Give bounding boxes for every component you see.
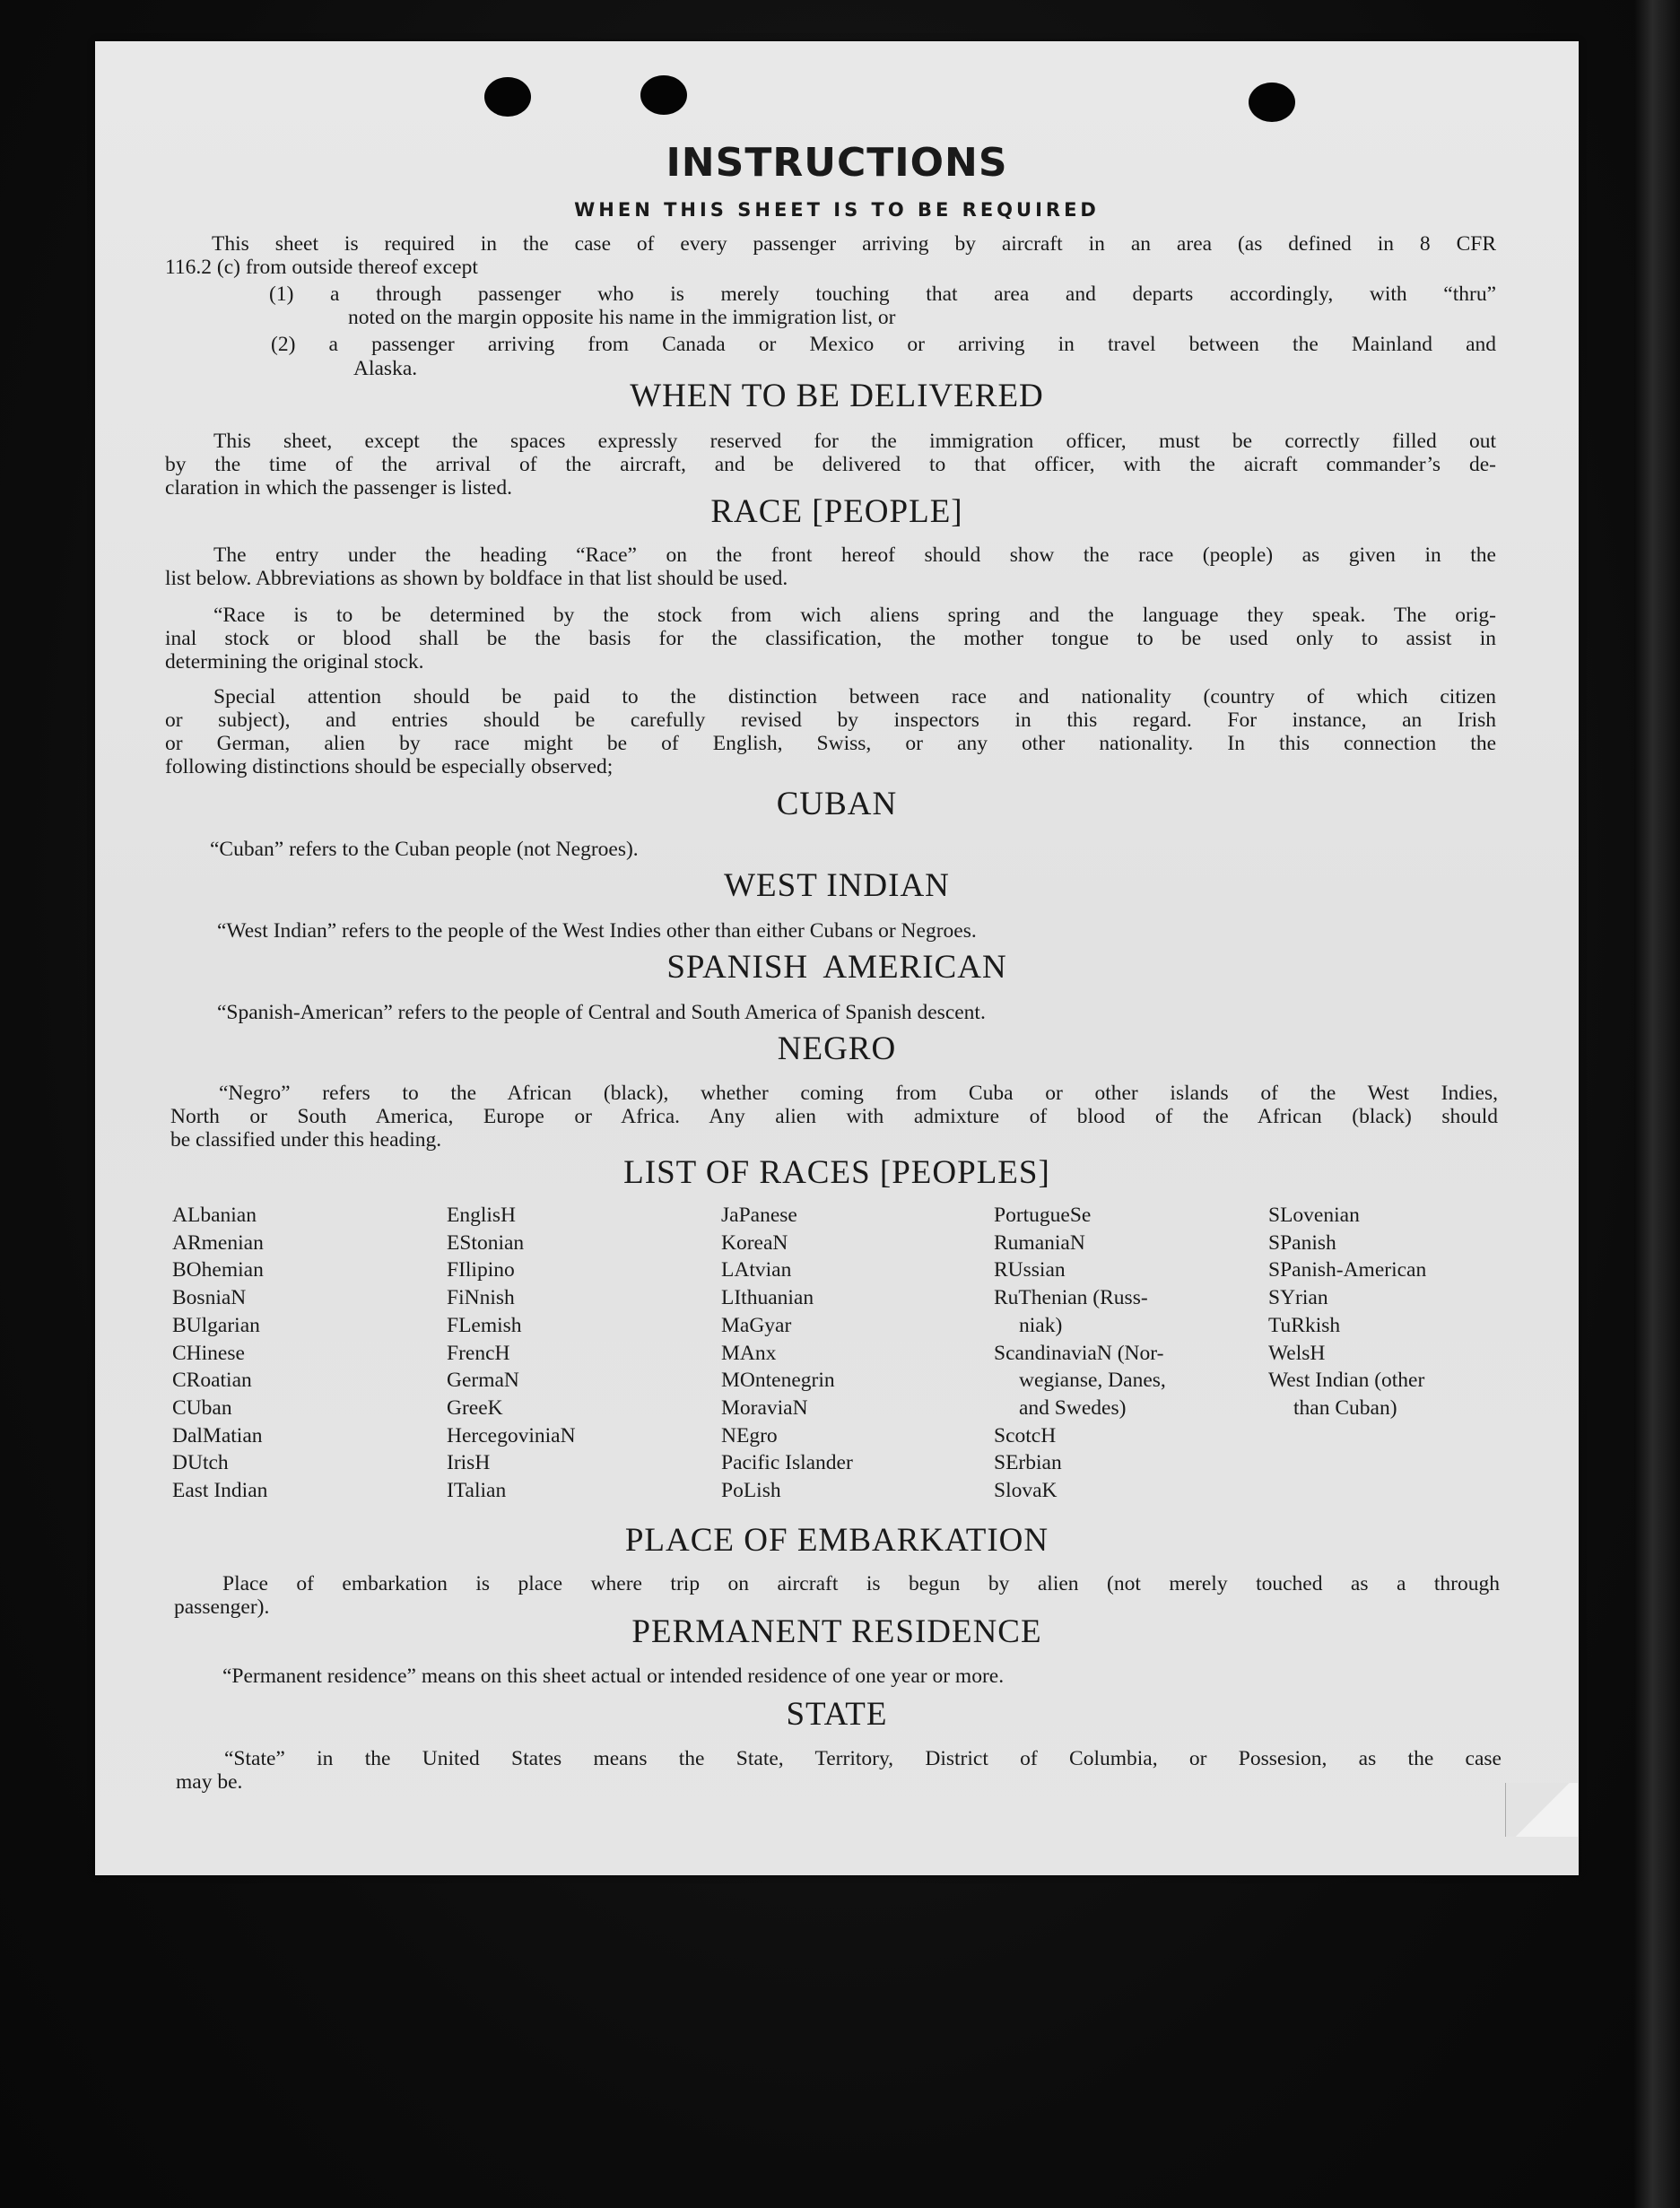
- race-item: NEgro: [721, 1423, 778, 1447]
- text-line: 116.2 (c) from outside thereof except: [165, 256, 478, 279]
- race-item: CRoatian: [172, 1369, 252, 1393]
- race-item: PoLish: [721, 1479, 781, 1503]
- race-item: TuRkish: [1268, 1313, 1341, 1337]
- race-item: DUtch: [172, 1451, 229, 1475]
- section-heading: RACE [PEOPLE]: [710, 493, 963, 530]
- section-heading: PLACE OF EMBARKATION: [624, 1522, 1049, 1559]
- section-heading: WEST INDIAN: [724, 867, 950, 904]
- section-heading: WHEN TO BE DELIVERED: [630, 378, 1044, 414]
- race-item: MoraviaN: [721, 1395, 808, 1420]
- race-paragraph-3: [165, 685, 1496, 778]
- race-item: DalMatian: [172, 1423, 263, 1447]
- race-item: West Indian (other: [1268, 1369, 1425, 1393]
- race-item: ARmenian: [172, 1230, 264, 1255]
- race-item: LIthuanian: [721, 1286, 814, 1310]
- text-line: following distinctions should be especially observed;: [165, 755, 614, 778]
- race-item: than Cuban): [1293, 1395, 1397, 1420]
- race-item: EnglisH: [447, 1204, 517, 1227]
- section-heading: PERMANENT RESIDENCE: [631, 1613, 1042, 1650]
- text-line: North or South America, Europe or Africa. Any alien with admixture of blood of the African (black) should: [170, 1105, 1498, 1128]
- race-item: MAnx: [721, 1341, 777, 1365]
- race-column-2: [447, 1202, 576, 1505]
- race-item: niak): [1019, 1313, 1063, 1337]
- text-line: list below. Abbreviations as shown by boldface in that list should be used.: [165, 567, 788, 590]
- race-item: Pacific Islander: [721, 1451, 853, 1475]
- race-item: SPanish-American: [1268, 1258, 1427, 1282]
- race-column-1: [172, 1202, 267, 1505]
- text-line: Place of embarkation is place where trip on aircraft is begun by alien (not merely touched as a through: [222, 1572, 1500, 1595]
- section-heading: STATE: [786, 1696, 888, 1733]
- folded-corner: [1505, 1783, 1578, 1837]
- race-paragraph-1: [165, 543, 1496, 590]
- race-item: SLovenian: [1268, 1204, 1360, 1227]
- race-item: KoreaN: [721, 1230, 788, 1255]
- text-line: This sheet, except the spaces expressly reserved for the immigration officer, must be correctly filled out: [213, 430, 1496, 453]
- race-item: BUlgarian: [172, 1313, 260, 1337]
- race-item: EStonian: [447, 1230, 525, 1255]
- race-item: SErbian: [994, 1451, 1062, 1475]
- section-heading: SPANISH AMERICAN: [666, 949, 1007, 986]
- text-line: (1) a through passenger who is merely touching that area and departs accordingly, with “thru”: [269, 283, 1496, 306]
- race-item: FrencH: [447, 1341, 510, 1365]
- text-line: claration in which the passenger is listed.: [165, 476, 512, 500]
- required-paragraph: [165, 232, 1496, 279]
- delivered-paragraph: [165, 430, 1496, 500]
- race-item: MOntenegrin: [721, 1369, 835, 1393]
- race-item: GreeK: [447, 1395, 503, 1420]
- scan-edge: [1634, 0, 1680, 2208]
- race-item: East Indian: [172, 1479, 268, 1503]
- race-item: LAtvian: [721, 1258, 792, 1282]
- race-item: SlovaK: [994, 1479, 1058, 1503]
- page-title: INSTRUCTIONS: [666, 140, 1008, 186]
- text-line: “Race is to be determined by the stock from wich aliens spring and the language they speak. The orig-: [213, 604, 1496, 627]
- race-column-3: [721, 1202, 853, 1505]
- race-item: RUssian: [994, 1258, 1066, 1282]
- race-item: CHinese: [172, 1341, 245, 1365]
- section-heading: CUBAN: [776, 786, 898, 822]
- race-column-4: [994, 1202, 1166, 1505]
- race-item: CUban: [172, 1395, 232, 1420]
- text-line: “Negro” refers to the African (black), whether coming from Cuba or other islands of the West Indies,: [219, 1082, 1498, 1105]
- race-item: BOhemian: [172, 1258, 264, 1282]
- spanish-american-definition: “Spanish-American” refers to the people of Central and South America of Spanish descent.: [217, 1001, 986, 1024]
- race-item: FiNnish: [447, 1286, 515, 1310]
- race-item: RumaniaN: [994, 1230, 1085, 1255]
- text-line: The entry under the heading “Race” on the front hereof should show the race (people) as given in the: [213, 543, 1496, 567]
- exception-item-2: [271, 333, 1496, 381]
- exception-item-1: [269, 283, 1496, 330]
- text-line: Special attention should be paid to the distinction between race and nationality (country of which citizen: [213, 685, 1496, 708]
- race-item: GermaN: [447, 1369, 519, 1393]
- section-heading: LIST OF RACES [PEOPLES]: [623, 1154, 1050, 1191]
- race-column-5: [1268, 1202, 1426, 1422]
- race-item: SPanish: [1268, 1230, 1336, 1255]
- text-line: This sheet is required in the case of every passenger arriving by aircraft in an area (as defined in 8 CFR: [212, 232, 1496, 256]
- text-line: be classified under this heading.: [170, 1128, 442, 1152]
- race-item: wegianse, Danes,: [1019, 1369, 1166, 1393]
- page-subtitle: WHEN THIS SHEET IS TO BE REQUIRED: [574, 199, 1100, 221]
- text-line: passenger).: [174, 1595, 270, 1619]
- text-line: inal stock or blood shall be the basis for the classification, the mother tongue to be used only to assist in: [165, 627, 1496, 650]
- race-item: RuThenian (Russ-: [994, 1286, 1148, 1310]
- text-line: or German, alien by race might be of English, Swiss, or any other nationality. In this connection the: [165, 732, 1496, 755]
- text-line: (2) a passenger arriving from Canada or Mexico or arriving in travel between the Mainland and: [271, 333, 1496, 356]
- race-item: ALbanian: [172, 1204, 257, 1227]
- race-item: PortugueSe: [994, 1204, 1092, 1227]
- race-item: JaPanese: [721, 1204, 797, 1227]
- race-item: FLemish: [447, 1313, 522, 1337]
- punch-hole: [640, 75, 687, 115]
- race-item: ScotcH: [994, 1423, 1057, 1447]
- text-line: determining the original stock.: [165, 650, 424, 674]
- text-line: or subject), and entries should be carefully revised by inspectors in this regard. For instance, an Irish: [165, 708, 1496, 732]
- text-line: may be.: [176, 1770, 243, 1794]
- cuban-definition: “Cuban” refers to the Cuban people (not Negroes).: [210, 838, 639, 861]
- residence-definition: “Permanent residence” means on this sheet actual or intended residence of one year or more.: [222, 1665, 1005, 1688]
- text-line: by the time of the arrival of the aircraft, and be delivered to that officer, with the aicraft commander’s de-: [165, 453, 1496, 476]
- negro-paragraph: [170, 1082, 1498, 1152]
- race-item: IrisH: [447, 1451, 491, 1475]
- race-item: ScandinaviaN (Nor-: [994, 1341, 1164, 1365]
- race-paragraph-2: [165, 604, 1496, 674]
- race-item: BosniaN: [172, 1286, 247, 1310]
- text-line: noted on the margin opposite his name in the immigration list, or: [348, 306, 896, 329]
- section-heading: NEGRO: [777, 1030, 897, 1067]
- race-item: SYrian: [1268, 1286, 1328, 1310]
- race-item: MaGyar: [721, 1313, 792, 1337]
- text-line: “State” in the United States means the State, Territory, District of Columbia, or Possesion, as the case: [224, 1747, 1502, 1770]
- state-paragraph: [176, 1747, 1502, 1794]
- race-item: WelsH: [1268, 1341, 1326, 1365]
- text-line: Alaska.: [353, 357, 418, 380]
- west-indian-definition: “West Indian” refers to the people of the West Indies other than either Cubans or Negroes.: [217, 919, 977, 943]
- race-item: and Swedes): [1019, 1395, 1127, 1420]
- race-item: HercegoviniaN: [447, 1423, 576, 1447]
- punch-hole: [1249, 83, 1295, 122]
- punch-hole: [484, 77, 531, 117]
- race-item: FIlipino: [447, 1258, 515, 1282]
- race-item: ITalian: [447, 1479, 507, 1503]
